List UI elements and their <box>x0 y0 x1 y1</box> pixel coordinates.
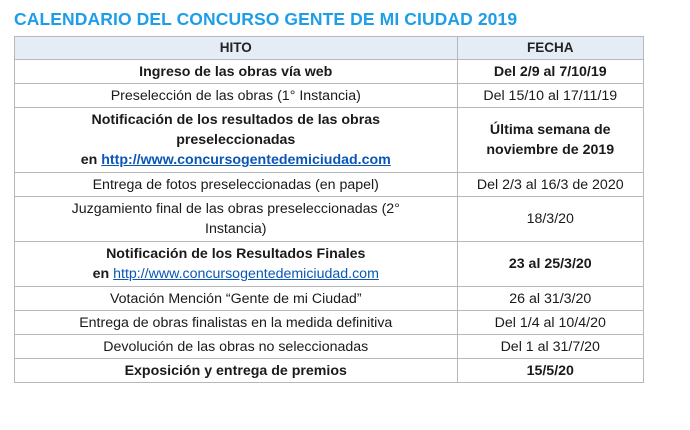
fecha-cell: 23 al 25/3/20 <box>457 242 643 287</box>
fecha-cell: Del 1/4 al 10/4/20 <box>457 311 643 335</box>
hito-cell: Votación Mención “Gente de mi Ciudad” <box>15 287 458 311</box>
table-row <box>15 311 644 335</box>
website-link[interactable]: http://www.concursogentedemiciudad.com <box>113 266 379 282</box>
table-row <box>15 242 644 287</box>
hito-cell: Entrega de obras finalistas en la medida definitiva <box>15 311 458 335</box>
fecha-cell: 18/3/20 <box>457 197 643 242</box>
table-header-row <box>15 37 644 60</box>
table-row <box>15 108 644 173</box>
table-row <box>15 335 644 359</box>
hito-cell: Devolución de las obras no seleccionadas <box>15 335 458 359</box>
hito-prefix: en <box>92 266 110 282</box>
website-link[interactable]: http://www.concursogentedemiciudad.com <box>101 152 391 168</box>
hito-prefix: en <box>80 152 98 168</box>
hito-text: Notificación de los resultados de las obras preseleccionadas <box>91 112 381 148</box>
table-row <box>15 84 644 108</box>
fecha-cell: 26 al 31/3/20 <box>457 287 643 311</box>
table-row <box>15 287 644 311</box>
header-fecha: FECHA <box>457 37 643 60</box>
table-row <box>15 359 644 383</box>
hito-cell: Ingreso de las obras vía web <box>15 60 458 84</box>
table-row <box>15 60 644 84</box>
fecha-cell: Del 2/9 al 7/10/19 <box>457 60 643 84</box>
hito-cell <box>15 108 458 173</box>
fecha-cell: Del 2/3 al 16/3 de 2020 <box>457 173 643 197</box>
fecha-cell: 15/5/20 <box>457 359 643 383</box>
page-title: CALENDARIO DEL CONCURSO GENTE DE MI CIUDAD 2019 <box>14 9 518 29</box>
fecha-cell: Del 1 al 31/7/20 <box>457 335 643 359</box>
header-hito: HITO <box>15 37 458 60</box>
calendar-table <box>14 36 644 383</box>
hito-cell <box>15 242 458 287</box>
hito-cell: Exposición y entrega de premios <box>15 359 458 383</box>
fecha-cell: Última semana de noviembre de 2019 <box>457 108 643 173</box>
table-row <box>15 197 644 242</box>
hito-cell: Preselección de las obras (1° Instancia) <box>15 84 458 108</box>
table-row <box>15 173 644 197</box>
hito-cell: Entrega de fotos preseleccionadas (en papel) <box>15 173 458 197</box>
hito-text: Notificación de los Resultados Finales <box>106 246 366 262</box>
hito-cell: Juzgamiento final de las obras preseleccionadas (2° Instancia) <box>15 197 458 242</box>
fecha-cell: Del 15/10 al 17/11/19 <box>457 84 643 108</box>
